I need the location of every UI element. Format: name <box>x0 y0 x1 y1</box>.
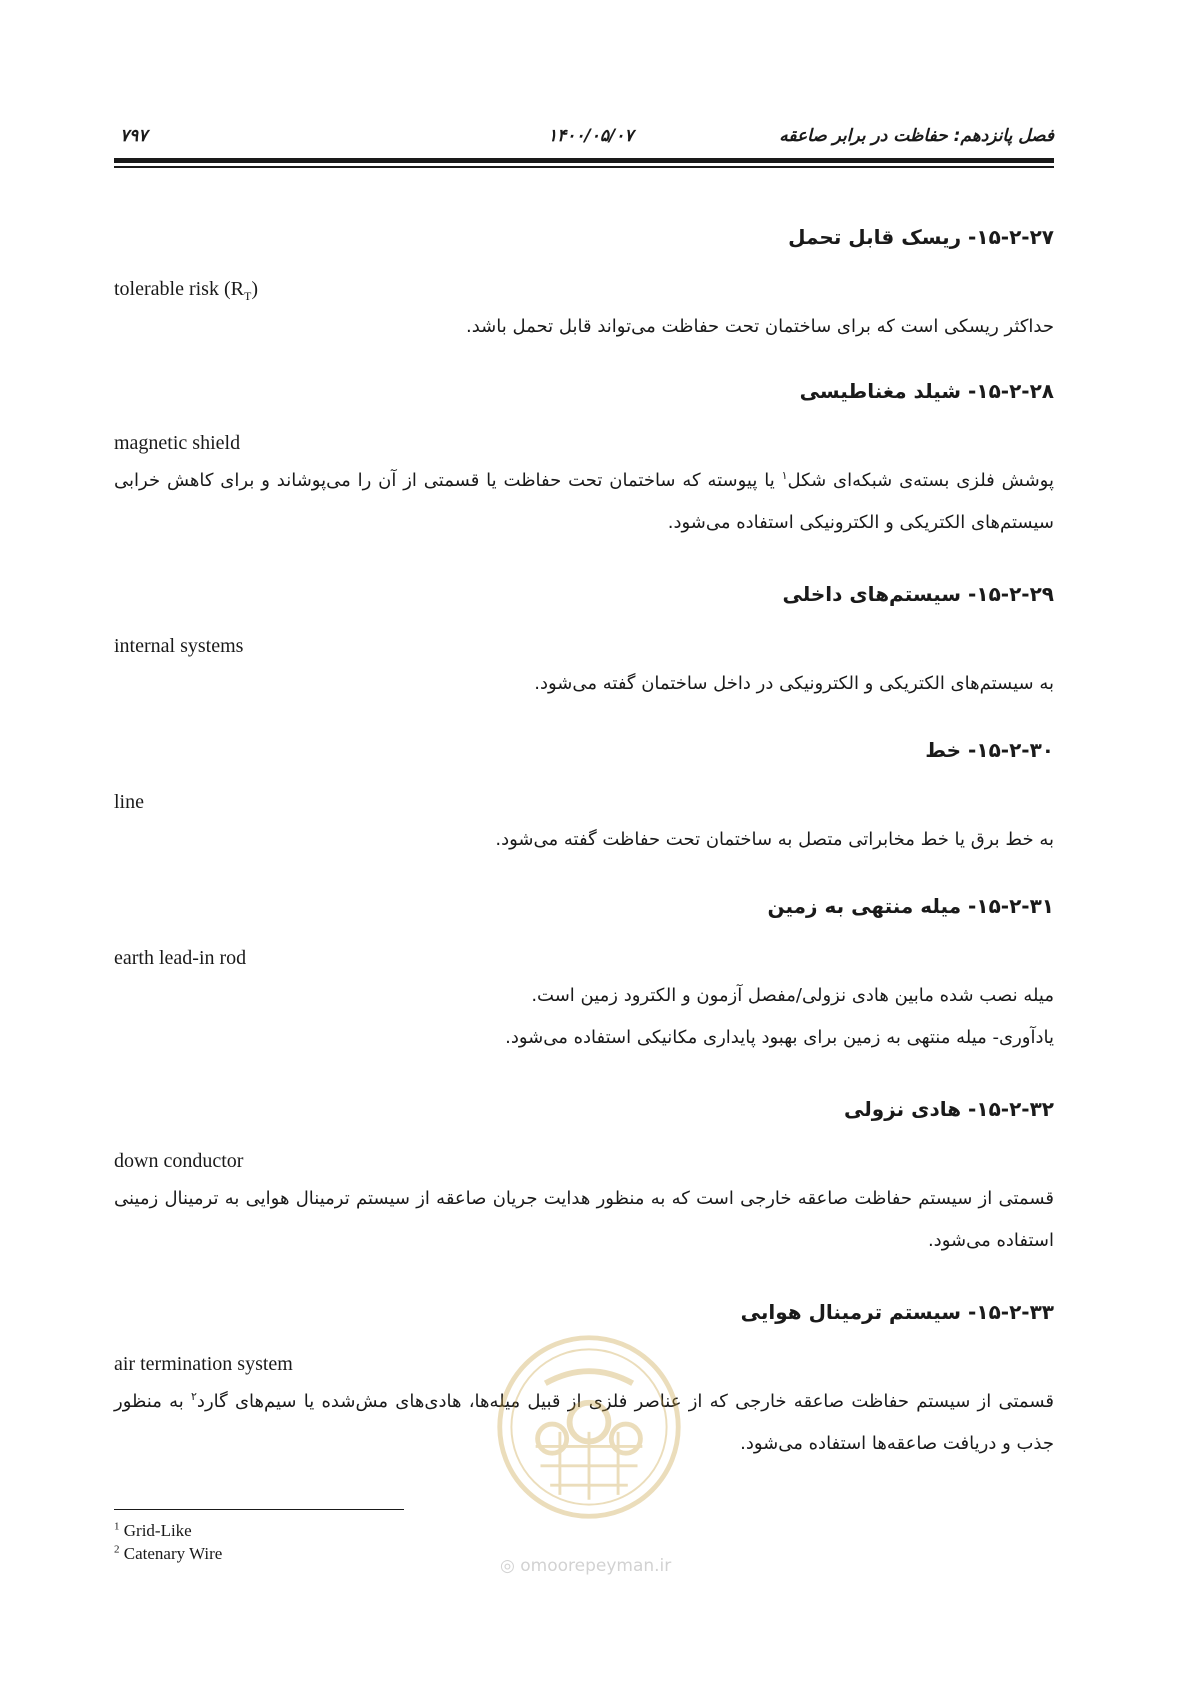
page-number: ۷۹۷ <box>120 126 148 146</box>
section-down-conductor <box>114 1092 1054 1262</box>
definition: به سیستم‌های الکتریکی و الکترونیکی در داخل ساختمان گفته می‌شود. <box>534 673 1054 694</box>
definition: به خط برق یا خط مخابراتی متصل به ساختمان تحت حفاظت گفته می‌شود. <box>495 829 1054 850</box>
chapter-title: فصل پانزدهم: حفاظت در برابر صاعقه <box>779 126 1054 146</box>
footnote-1: $^1$ Grid-Like <box>114 1520 192 1540</box>
definition: قسمتی از سیستم حفاظت صاعقه خارجی است که به منظور هدایت جریان صاعقه از سیستم ترمینال هوایی به ترمینال زمینی استفاده می‌شود. <box>114 1188 1054 1251</box>
section-internal-systems <box>114 577 1054 705</box>
english-term: internal systems <box>114 635 244 657</box>
section-line <box>114 733 1054 861</box>
watermark-seal-icon <box>492 1330 686 1524</box>
watermark-site: ◎ omoorepeyman.ir <box>500 1556 672 1576</box>
english-term: tolerable risk $(R_T)$ <box>114 278 258 303</box>
section-earth-lead-in-rod <box>114 889 1054 1059</box>
footnote-ref-2[interactable]: ۲ <box>191 1390 197 1403</box>
definition: میله نصب شده مابین هادی نزولی/مفصل آزمون و الکترود زمین است. یادآوری- میله منتهی به زمین برای بهبود پایداری مکانیکی استفاده می‌شود. <box>114 975 1054 1059</box>
footnote-divider <box>114 1509 404 1510</box>
header-rule-thin <box>114 166 1054 168</box>
note: یادآوری- میله منتهی به زمین برای بهبود پایداری مکانیکی استفاده می‌شود. <box>505 1027 1054 1048</box>
section-tolerable-risk <box>114 220 1054 348</box>
section-title: ۱۵-۲-۳۲- هادی نزولی <box>844 1097 1054 1121</box>
definition: پوشش فلزی بسته‌ی شبکه‌ای شکل$^۱$ یا پیوسته که ساختمان تحت حفاظت یا قسمتی از آن را می‌پوشاند و برای کاهش خرابی سیستم‌های الکتریکی و الکترونیکی استفاده می‌شود. <box>114 469 1054 533</box>
header-rule-thick <box>114 158 1054 163</box>
section-title: ۱۵-۲-۲۸- شیلد مغناطیسی <box>799 379 1054 403</box>
section-title: ۱۵-۲-۳۳- سیستم ترمینال هوایی <box>740 1300 1054 1324</box>
footnote-ref-1[interactable]: ۱ <box>781 469 788 482</box>
header-date: ۱۴۰۰/۰۵/۰۷ <box>548 126 634 146</box>
section-title: ۱۵-۲-۲۹- سیستم‌های داخلی <box>782 582 1054 606</box>
section-title: ۱۵-۲-۳۰- خط <box>925 738 1054 762</box>
english-term: air termination system <box>114 1353 293 1375</box>
english-term: magnetic shield <box>114 432 241 454</box>
english-term: down conductor <box>114 1150 244 1172</box>
definition: قسمتی از سیستم حفاظت صاعقه خارجی که از عناصر فلزی از قبیل میله‌ها، هادی‌های مش‌شده یا سیم‌های گارد$^۲$ به منظور جذب و دریافت صاعقه‌ها استفاده می‌شود. <box>114 1390 1054 1454</box>
footnote-2: $^2$ Catenary Wire <box>114 1543 223 1563</box>
english-term: earth lead-in rod <box>114 947 247 969</box>
section-magnetic-shield <box>114 374 1054 544</box>
section-title: ۱۵-۲-۲۷- ریسک قابل تحمل <box>788 225 1054 249</box>
english-term: line <box>114 791 144 813</box>
definition: حداکثر ریسکی است که برای ساختمان تحت حفاظت می‌تواند قابل تحمل باشد. <box>466 316 1054 337</box>
section-title: ۱۵-۲-۳۱- میله منتهی به زمین <box>767 894 1054 918</box>
